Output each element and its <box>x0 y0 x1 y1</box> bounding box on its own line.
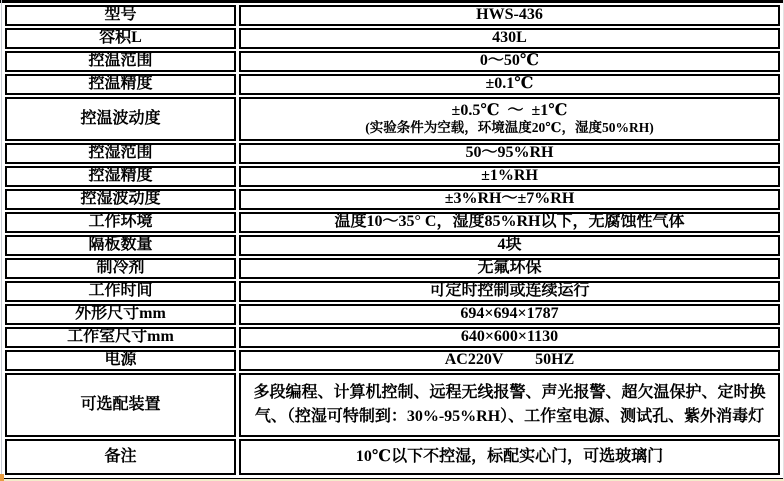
spec-value-cell <box>239 281 780 302</box>
spec-value-cell <box>239 74 780 95</box>
spec-label: 隔板数量 <box>5 235 236 256</box>
spec-value-text: ±0.1℃ <box>485 75 534 93</box>
spec-value-cell <box>239 235 780 256</box>
table-row <box>5 212 780 233</box>
spec-value-text: 4块 <box>497 236 522 254</box>
table-row <box>5 327 780 348</box>
spec-value-cell <box>239 51 780 72</box>
table-row <box>5 28 780 49</box>
spec-label: 型号 <box>5 5 236 26</box>
spec-label: 控湿范围 <box>5 143 236 164</box>
table-row <box>5 97 780 141</box>
table-row <box>5 51 780 72</box>
spec-value-cell <box>239 143 780 164</box>
table-row <box>5 439 780 475</box>
spec-label: 制冷剂 <box>5 258 236 279</box>
spec-value-cell <box>239 28 780 49</box>
spec-value-text: 可定时控制或连续运行 <box>429 282 590 300</box>
spec-value-cell <box>239 166 780 187</box>
spec-value-cell <box>239 304 780 325</box>
table-row <box>5 5 780 26</box>
spec-label: 备注 <box>5 439 236 475</box>
spec-label: 控温范围 <box>5 51 236 72</box>
table-row <box>5 304 780 325</box>
spec-value-text: 640×600×1130 <box>460 328 559 346</box>
spec-label: 容积L <box>5 28 236 49</box>
spec-value-text: 无氟环保 <box>477 259 542 277</box>
page-left-edge <box>1 0 2 479</box>
spec-value-text: ±3%RH～±7%RH <box>444 190 575 208</box>
spec-value-text: 10℃以下不控湿，标配实心门，可选玻璃门 <box>355 447 664 465</box>
page-corner-mark <box>0 474 4 481</box>
spec-value-text: AC220V 50HZ <box>444 351 575 369</box>
spec-value-cell <box>239 327 780 348</box>
table-row <box>5 235 780 256</box>
spec-label: 外形尺寸mm <box>5 304 236 325</box>
spec-label: 控湿精度 <box>5 166 236 187</box>
spec-value-cell <box>239 373 780 437</box>
spec-value-cell <box>239 212 780 233</box>
spec-value-cell <box>239 189 780 210</box>
table-row <box>5 350 780 371</box>
spec-label: 可选配装置 <box>5 373 236 437</box>
spec-value-cell <box>239 439 780 475</box>
table-row <box>5 166 780 187</box>
spec-value-text: ±0.5℃ ～ ±1℃ <box>451 102 568 120</box>
spec-value-cell <box>239 5 780 26</box>
spec-value-text: ±1%RH <box>481 167 538 185</box>
spec-value-text: 0～50℃ <box>479 52 540 70</box>
spec-value-text: 50～95%RH <box>465 144 554 162</box>
spec-label: 工作环境 <box>5 212 236 233</box>
spec-value-cell <box>239 350 780 371</box>
spec-value-text: 多段编程、计算机控制、远程无线报警、声光报警、超欠温保护、定时换气、（控湿可特制到：30%-95%RH）、工作室电源、测试孔、紫外消毒灯 <box>253 384 766 425</box>
spec-value-text: 430L <box>492 29 527 47</box>
spec-label: 工作时间 <box>5 281 236 302</box>
table-row <box>5 258 780 279</box>
spec-value-text: 694×694×1787 <box>460 305 559 323</box>
spec-value-text: HWS-436 <box>476 6 543 24</box>
table-row <box>5 143 780 164</box>
table-row <box>5 373 780 437</box>
spec-label: 电源 <box>5 350 236 371</box>
spec-value-cell <box>239 97 780 141</box>
table-row <box>5 74 780 95</box>
spec-label: 控温波动度 <box>5 97 236 141</box>
spec-label: 控温精度 <box>5 74 236 95</box>
spec-label: 控湿波动度 <box>5 189 236 210</box>
spec-value-text: 温度10～35° C，湿度85%RH以下，无腐蚀性气体 <box>334 213 685 231</box>
table-row <box>5 281 780 302</box>
table-row <box>5 189 780 210</box>
spec-label: 工作室尺寸mm <box>5 327 236 348</box>
spec-value-cell <box>239 258 780 279</box>
spec-value-note: (实验条件为空载，环境温度20℃，湿度50%RH) <box>365 120 654 136</box>
